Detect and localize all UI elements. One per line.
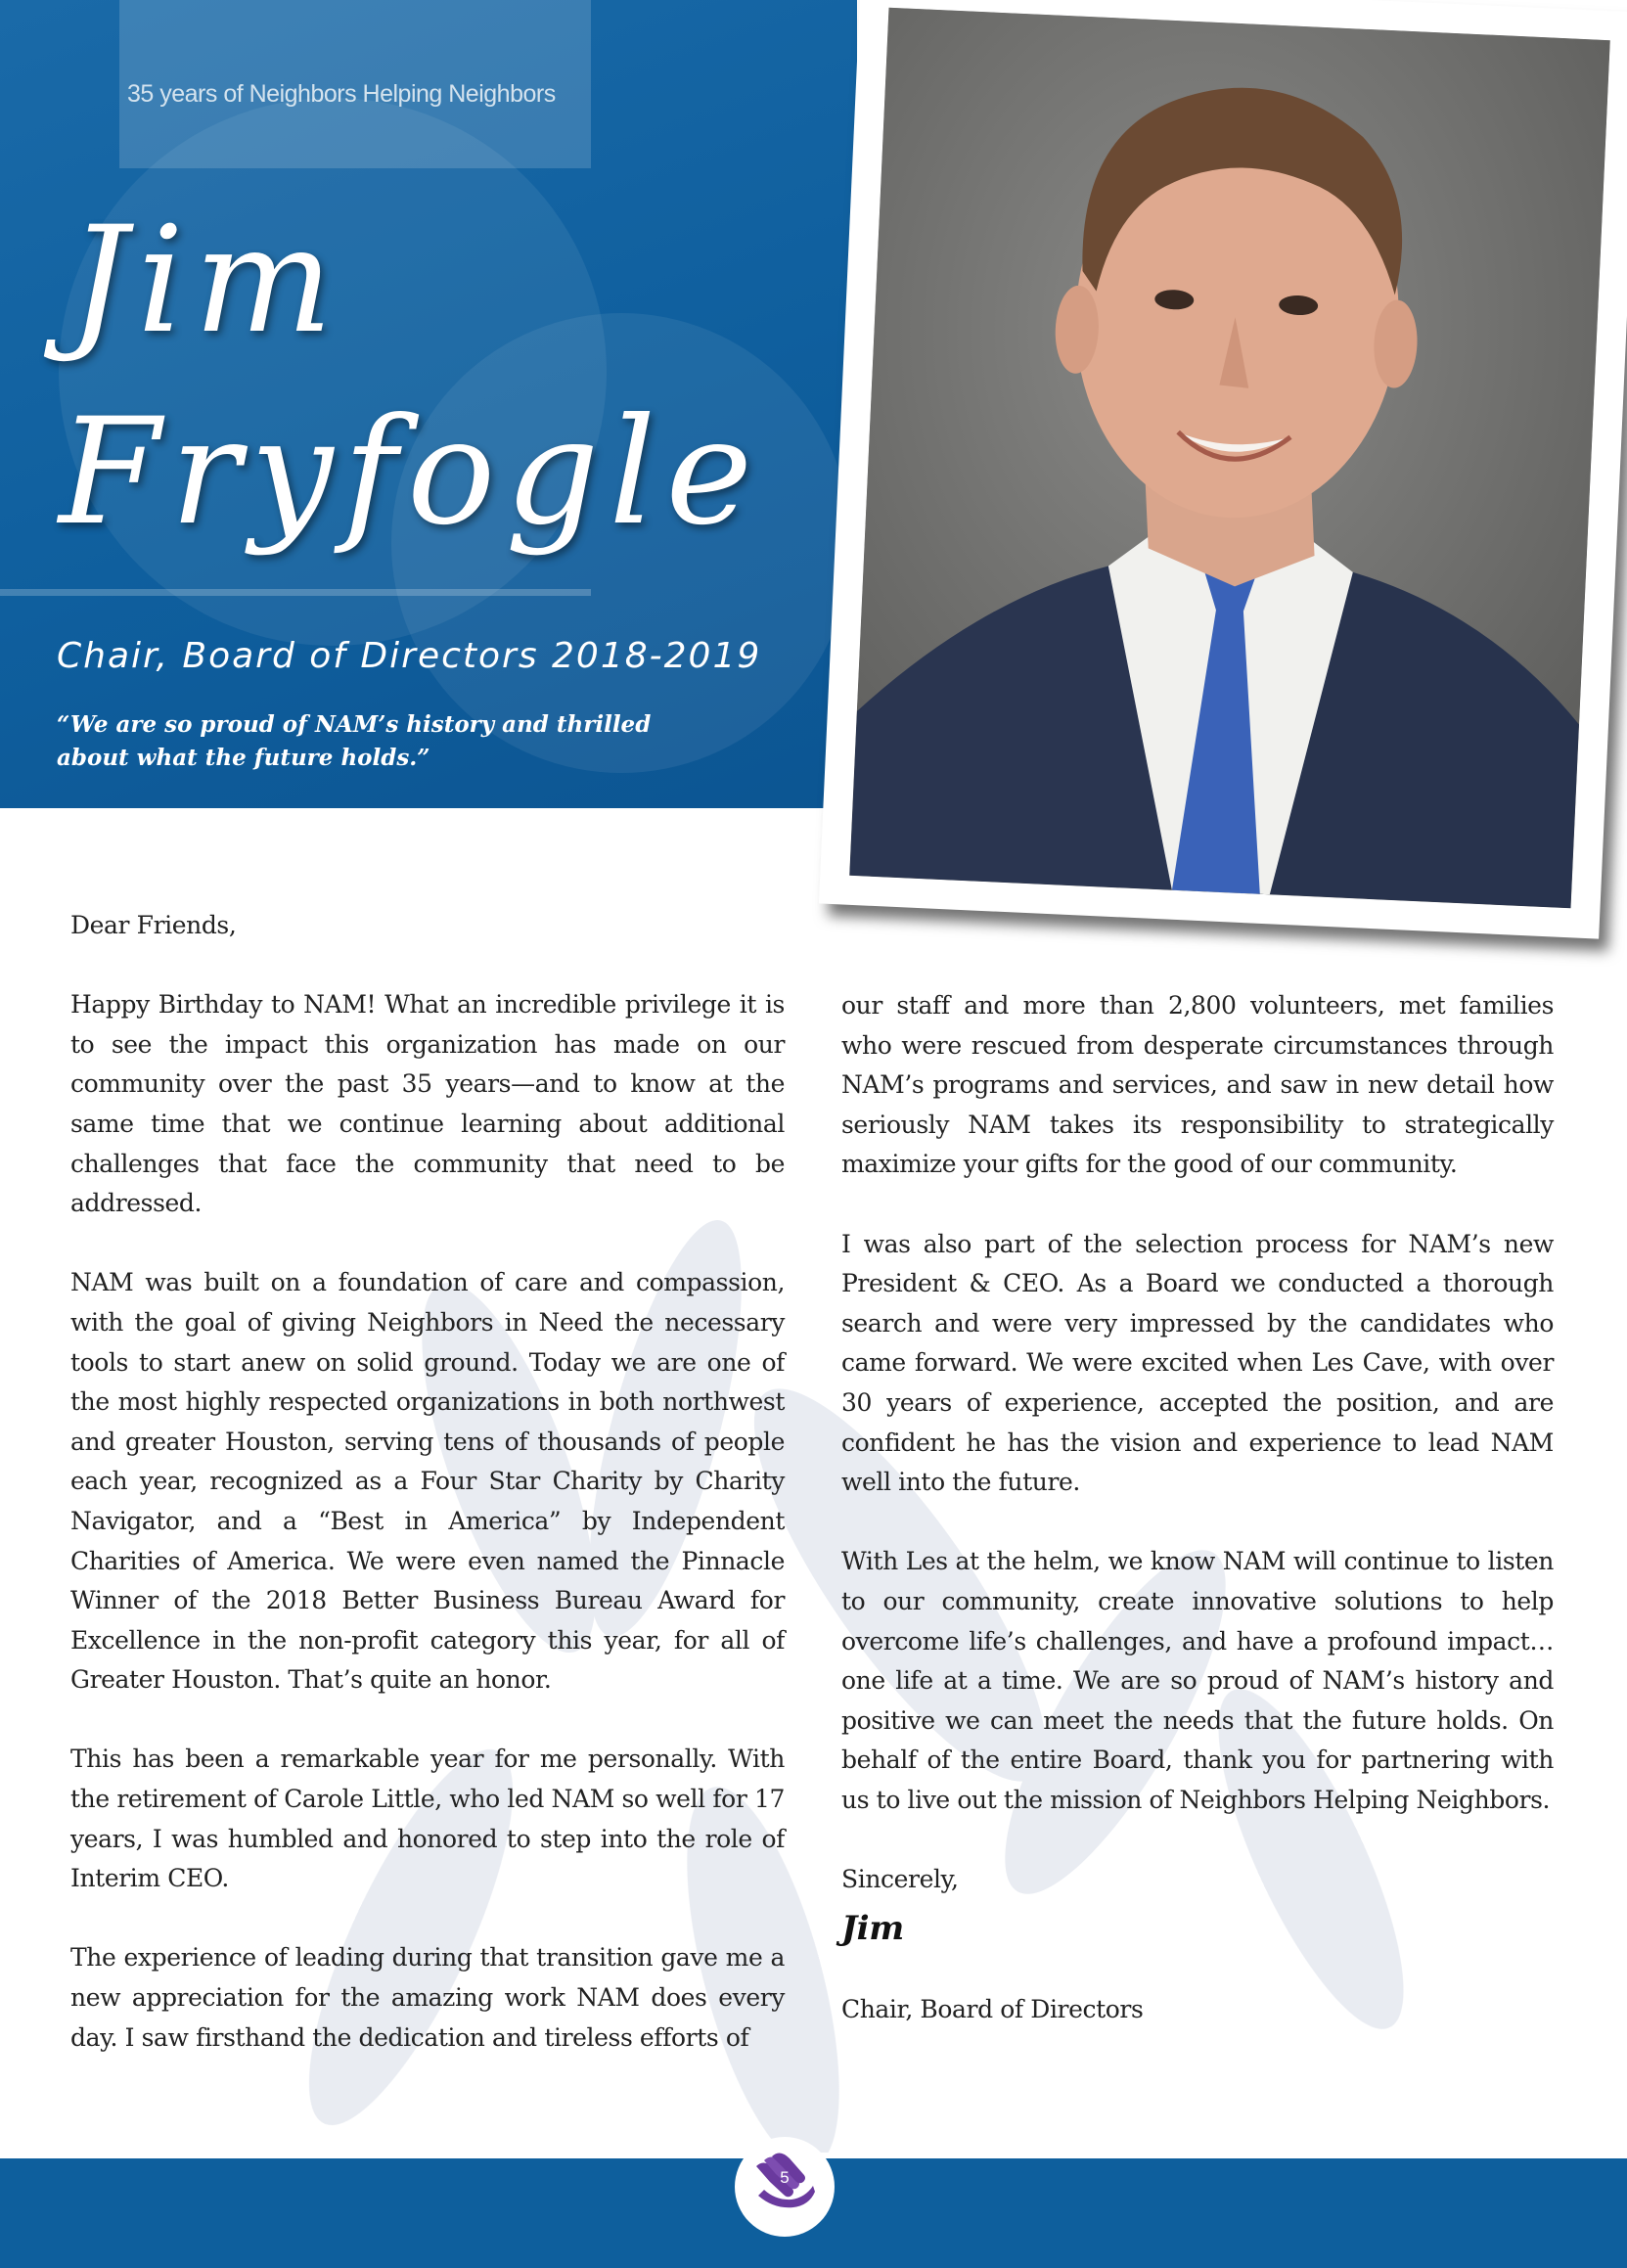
paragraph: our staff and more than 2,800 volunteers, met families who were rescued from desperate circumstances through NAM’s programs and services, and saw in new detail how seriously NAM takes its responsibility to strategically maximize your gifts for the good of our community. [841, 991, 1554, 1179]
header-divider [0, 589, 591, 596]
signer-title: Chair, Board of Directors [841, 1995, 1144, 2024]
paragraph: I was also part of the selection process for NAM’s new President & CEO. As a Board we conducted a thorough search and were very impressed by the candidates who came forward. We were excited when Les Cave, with over 30 years of experience, accepted the position, and are confident he has the vision and experience to lead NAM well into the future. [841, 1229, 1554, 1497]
signature: Jim [841, 1908, 904, 1948]
greeting: Dear Friends, [70, 911, 237, 939]
paragraph: Happy Birthday to NAM! What an incredible privilege it is to see the impact this organization has made on our community over the past 35 years—and to know at the same time that we continue learning about additional challenges that face the community that need to be addressed. [70, 990, 785, 1218]
portrait-illustration [849, 8, 1610, 909]
paragraph: The experience of leading during that transition gave me a new appreciation for the amazing work NAM does every day. I saw firsthand the dedication and tireless efforts of [70, 1943, 785, 2052]
letter-left-column [70, 906, 785, 2098]
closing: Sincerely, [841, 1865, 959, 1894]
paragraph: NAM was built on a foundation of care and compassion, with the goal of giving Neighbors in Need the necessary tools to start anew on solid ground. Today we are one of the most highly respected organizations in both northwest and greater Houston, serving tens of thousands of people each year, recognized as a Four Star Charity by Charity Navigator, and a “Best in America” by Independent Charities of America. We were even named the Pinnacle Winner of the 2018 Better Business Bureau Award for Excellence in the non-profit category this year, for all of Greater Houston. That’s quite an honor. [70, 1268, 785, 1695]
portrait-photo [849, 8, 1610, 909]
paragraph: With Les at the helm, we know NAM will continue to listen to our community, create innovative solutions to help overcome life’s challenges, and have a profound impact… one life at a time. We are so proud of NAM’s history and positive we can meet the needs that the future holds. On behalf of the entire Board, thank you for partnering with us to live out the mission of Neighbors Helping Neighbors. [841, 1547, 1554, 1814]
name-last: Fryfogle [59, 387, 763, 558]
portrait-frame [819, 0, 1627, 939]
pull-quote-line-1: “We are so proud of NAM’s history and thrilled [57, 711, 652, 738]
header-panel [0, 0, 857, 808]
pull-quote-line-2: about what the future holds.” [57, 745, 430, 771]
name-first: Jim [68, 196, 343, 366]
tagline: 35 years of Neighbors Helping Neighbors [127, 80, 556, 108]
pull-quote [57, 708, 722, 775]
letter-right-column [841, 986, 1554, 2030]
page-number: 5 [780, 2168, 790, 2187]
chair-title: Chair, Board of Directors 2018-2019 [57, 636, 762, 676]
paragraph: This has been a remarkable year for me personally. With the retirement of Carole Little, who led NAM so well for 17 years, I was humbled and honored to step into the role of Interim CEO. [70, 1745, 785, 1893]
